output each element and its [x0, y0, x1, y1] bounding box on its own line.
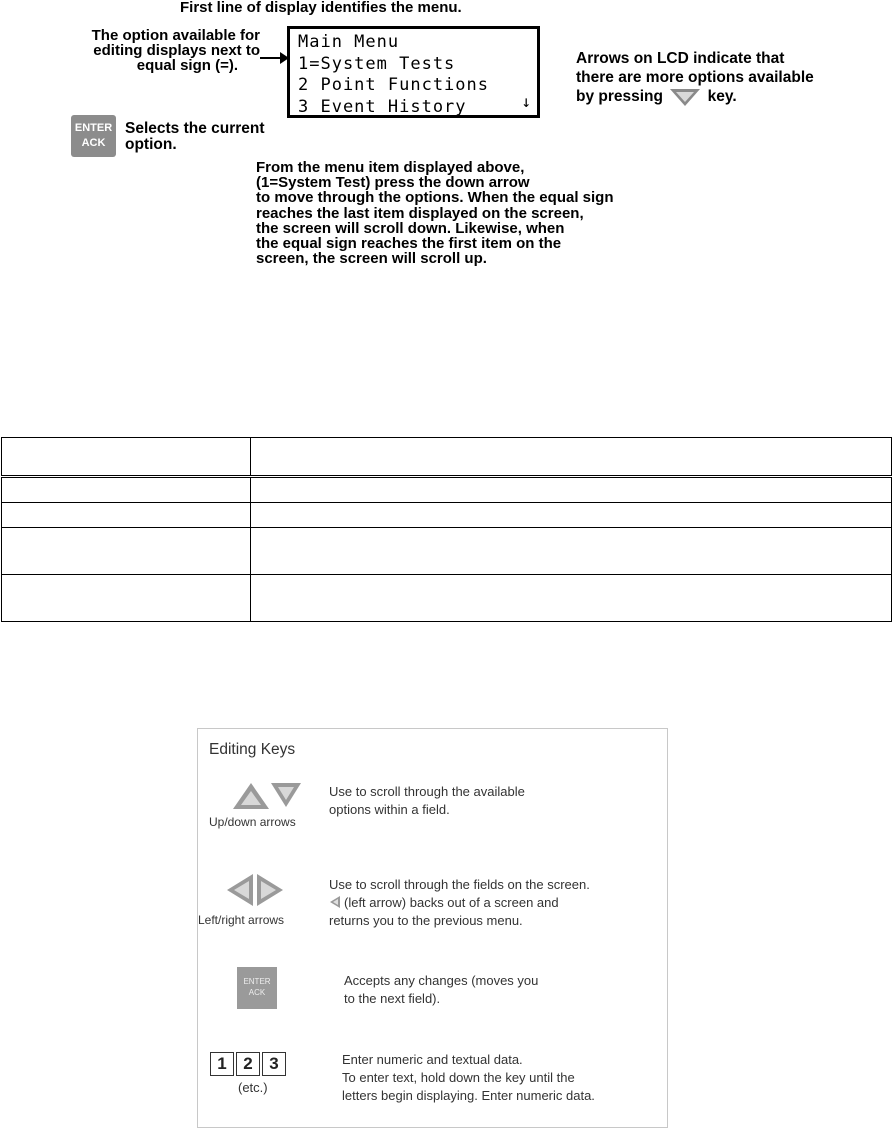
- numeric-desc-line-1: Enter numeric and textual data.: [342, 1052, 523, 1067]
- scroll-explanation-line-4: reaches the last item displayed on the screen,: [256, 204, 584, 222]
- enter-key-top-label: ENTER: [74, 122, 113, 134]
- scroll-explanation-line-2: (1=System Test) press the down arrow: [256, 174, 530, 192]
- equal-sign-caption-line-3: equal sign (=).: [136, 57, 238, 74]
- editing-enter-top-label: ENTER: [243, 977, 271, 986]
- down-key-icon: [669, 87, 701, 107]
- lcd-arrows-caption-post: key.: [707, 88, 737, 106]
- left-right-arrows-caption: Left/right arrows: [198, 913, 285, 927]
- left-right-desc-line-2-text: (left arrow) backs out of a screen and: [344, 895, 559, 910]
- scroll-explanation-line-6: the equal sign reaches the first item on the: [256, 235, 562, 253]
- table-cell: [251, 575, 892, 622]
- lcd-line-4: 3 Event History: [298, 96, 467, 117]
- lcd-down-arrow-icon: ↓: [521, 91, 531, 111]
- pointer-arrow-line: [260, 57, 282, 59]
- table-row: [2, 528, 892, 575]
- editing-keys-title: Editing Keys: [209, 741, 296, 758]
- table-cell: [251, 438, 892, 477]
- lcd-arrows-caption-line-3: [576, 87, 814, 107]
- key-function-table: [1, 437, 892, 622]
- table-row: [2, 477, 892, 503]
- numeric-desc-line-3: letters begin displaying. Enter numeric data.: [342, 1088, 595, 1103]
- equal-sign-caption: [52, 28, 260, 73]
- left-right-arrows-icon: [225, 873, 285, 907]
- lcd-line-3: 2 Point Functions: [298, 75, 489, 95]
- scroll-explanation-line-1: From the menu item displayed above,: [256, 159, 525, 176]
- enter-ack-key: [71, 115, 116, 157]
- lcd-line-2: 1=System Tests: [298, 53, 456, 74]
- table-cell: [2, 438, 251, 477]
- table-cell: [251, 477, 892, 503]
- left-right-desc-line-2: [329, 894, 590, 912]
- up-down-arrows-caption: Up/down arrows: [209, 815, 296, 829]
- equal-sign-caption-line-2: editing displays next to: [93, 42, 260, 59]
- left-right-arrows-description: [329, 876, 590, 930]
- numeric-keys-caption: (etc.): [238, 1080, 268, 1095]
- numeric-key-3: 3: [262, 1052, 286, 1076]
- up-down-desc-line-1: Use to scroll through the available: [329, 784, 525, 799]
- left-right-desc-line-3: returns you to the previous menu.: [329, 913, 523, 928]
- left-arrow-icon: [329, 895, 341, 909]
- table-row: [2, 575, 892, 622]
- table-row: [2, 503, 892, 528]
- table-header-row: [2, 438, 892, 477]
- scroll-explanation-line-5: the screen will scroll down. Likewise, when: [256, 219, 565, 237]
- numeric-desc-line-2: To enter text, hold down the key until the: [342, 1070, 575, 1085]
- up-down-desc-line-2: options within a field.: [329, 802, 450, 817]
- numeric-keys: [210, 1052, 288, 1076]
- editing-enter-bottom-label: ACK: [248, 988, 266, 997]
- table-cell: [2, 528, 251, 575]
- table-cell: [251, 528, 892, 575]
- equal-sign-caption-line-1: The option available for: [91, 27, 260, 44]
- enter-key-caption-line-1: Selects the current: [125, 120, 265, 137]
- scroll-explanation-line-7: screen, the screen will scroll up.: [256, 250, 487, 268]
- up-down-arrows-description: [329, 783, 525, 819]
- table-cell: [2, 575, 251, 622]
- lcd-line-1: Main Menu: [298, 32, 400, 52]
- lcd-arrows-caption-line-1: Arrows on LCD indicate that: [576, 50, 785, 67]
- table-cell: [2, 477, 251, 503]
- lcd-display: [287, 26, 540, 118]
- table-cell: [251, 503, 892, 528]
- numeric-key-2: 2: [236, 1052, 260, 1076]
- left-right-desc-line-1: Use to scroll through the fields on the screen.: [329, 877, 590, 892]
- lcd-arrows-caption: [576, 49, 814, 107]
- numeric-keys-description: [342, 1051, 595, 1105]
- menu-caption: First line of display identifies the menu.: [180, 0, 462, 16]
- enter-key-bottom-label: ACK: [81, 137, 106, 149]
- table-cell: [2, 503, 251, 528]
- enter-key-description: [344, 972, 538, 1008]
- lcd-arrows-caption-line-2: there are more options available: [576, 69, 814, 86]
- editing-enter-key: [237, 967, 277, 1009]
- enter-key-caption: [125, 121, 265, 153]
- scroll-explanation: [256, 160, 716, 266]
- scroll-explanation-line-3: to move through the options. When the equal sign: [256, 189, 614, 207]
- enter-desc-line-1: Accepts any changes (moves you: [344, 973, 539, 988]
- up-down-arrows-icon: [231, 781, 301, 811]
- enter-key-caption-line-2: option.: [125, 136, 177, 153]
- numeric-key-1: 1: [210, 1052, 234, 1076]
- lcd-arrows-caption-pre: by pressing: [576, 88, 663, 106]
- editing-keys-panel: [197, 728, 668, 1128]
- enter-desc-line-2: to the next field).: [344, 991, 441, 1006]
